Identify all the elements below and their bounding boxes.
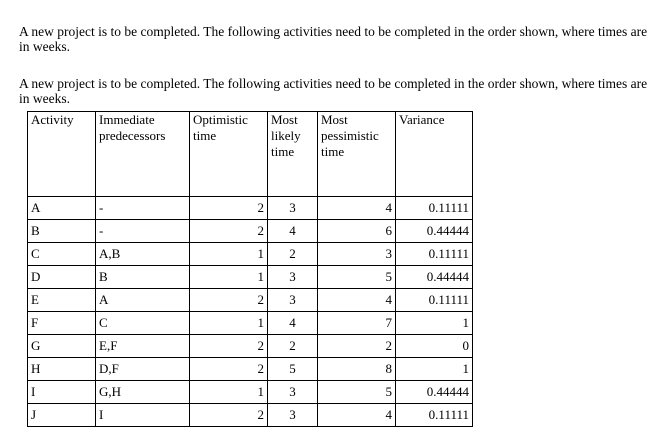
predecessors-cell: I (96, 404, 190, 427)
most-likely-time-cell: 4 (268, 220, 318, 243)
intro-paragraph-repeat: A new project is to be completed. The following activities need to be completed in the order shown, where times are in weeks. (19, 76, 648, 106)
activity-cell: I (28, 381, 96, 404)
optimistic-time-cell: 2 (190, 404, 268, 427)
variance-cell: 0.11111 (396, 197, 473, 220)
pessimistic-time-cell: 2 (318, 335, 396, 358)
variance-cell: 0 (396, 335, 473, 358)
predecessors-cell: B (96, 266, 190, 289)
most-likely-time-cell: 3 (268, 289, 318, 312)
optimistic-time-cell: 1 (190, 381, 268, 404)
optimistic-time-cell: 2 (190, 289, 268, 312)
predecessors-cell: A (96, 289, 190, 312)
most-likely-time-cell: 2 (268, 243, 318, 266)
predecessors-cell: D,F (96, 358, 190, 381)
activity-cell: A (28, 197, 96, 220)
pessimistic-time-cell: 4 (318, 404, 396, 427)
variance-cell: 0.11111 (396, 289, 473, 312)
most-likely-time-cell: 4 (268, 312, 318, 335)
table-row (28, 220, 473, 243)
variance-cell: 1 (396, 312, 473, 335)
predecessors-cell: C (96, 312, 190, 335)
activity-cell: C (28, 243, 96, 266)
most-likely-time-cell: 3 (268, 266, 318, 289)
pessimistic-time-cell: 5 (318, 381, 396, 404)
optimistic-time-cell: 1 (190, 266, 268, 289)
table-row (28, 197, 473, 220)
header-most-pessimistic-time: Most pessimistic time (318, 112, 396, 197)
predecessors-cell: E,F (96, 335, 190, 358)
most-likely-time-cell: 3 (268, 404, 318, 427)
table-row (28, 266, 473, 289)
variance-cell: 1 (396, 358, 473, 381)
variance-cell: 0.44444 (396, 381, 473, 404)
table-row (28, 243, 473, 266)
table-row (28, 289, 473, 312)
predecessors-cell: - (96, 220, 190, 243)
most-likely-time-cell: 5 (268, 358, 318, 381)
table-header-row (28, 112, 473, 197)
pessimistic-time-cell: 3 (318, 243, 396, 266)
activity-cell: D (28, 266, 96, 289)
predecessors-cell: A,B (96, 243, 190, 266)
optimistic-time-cell: 1 (190, 243, 268, 266)
activity-table (27, 111, 473, 427)
most-likely-time-cell: 3 (268, 197, 318, 220)
variance-cell: 0.11111 (396, 404, 473, 427)
header-optimistic-time: Optimistic time (190, 112, 268, 197)
header-activity: Activity (28, 112, 96, 197)
activity-cell: B (28, 220, 96, 243)
optimistic-time-cell: 2 (190, 358, 268, 381)
table-row (28, 312, 473, 335)
pessimistic-time-cell: 4 (318, 289, 396, 312)
pessimistic-time-cell: 6 (318, 220, 396, 243)
header-immediate-predecessors: Immediate predecessors (96, 112, 190, 197)
optimistic-time-cell: 2 (190, 220, 268, 243)
predecessors-cell: G,H (96, 381, 190, 404)
variance-cell: 0.44444 (396, 220, 473, 243)
pessimistic-time-cell: 5 (318, 266, 396, 289)
most-likely-time-cell: 2 (268, 335, 318, 358)
activity-cell: H (28, 358, 96, 381)
pessimistic-time-cell: 4 (318, 197, 396, 220)
activity-cell: F (28, 312, 96, 335)
predecessors-cell: - (96, 197, 190, 220)
header-variance: Variance (396, 112, 473, 197)
activity-cell: J (28, 404, 96, 427)
table-row (28, 335, 473, 358)
variance-cell: 0.44444 (396, 266, 473, 289)
optimistic-time-cell: 2 (190, 197, 268, 220)
activity-cell: G (28, 335, 96, 358)
table-row (28, 381, 473, 404)
optimistic-time-cell: 2 (190, 335, 268, 358)
most-likely-time-cell: 3 (268, 381, 318, 404)
optimistic-time-cell: 1 (190, 312, 268, 335)
variance-cell: 0.11111 (396, 243, 473, 266)
table-body (28, 197, 473, 427)
pessimistic-time-cell: 7 (318, 312, 396, 335)
intro-paragraph: A new project is to be completed. The following activities need to be completed in the order shown, where times are in weeks. (19, 24, 648, 54)
table-row (28, 404, 473, 427)
header-most-likely-time: Most likely time (268, 112, 318, 197)
table-row (28, 358, 473, 381)
pessimistic-time-cell: 8 (318, 358, 396, 381)
activity-cell: E (28, 289, 96, 312)
